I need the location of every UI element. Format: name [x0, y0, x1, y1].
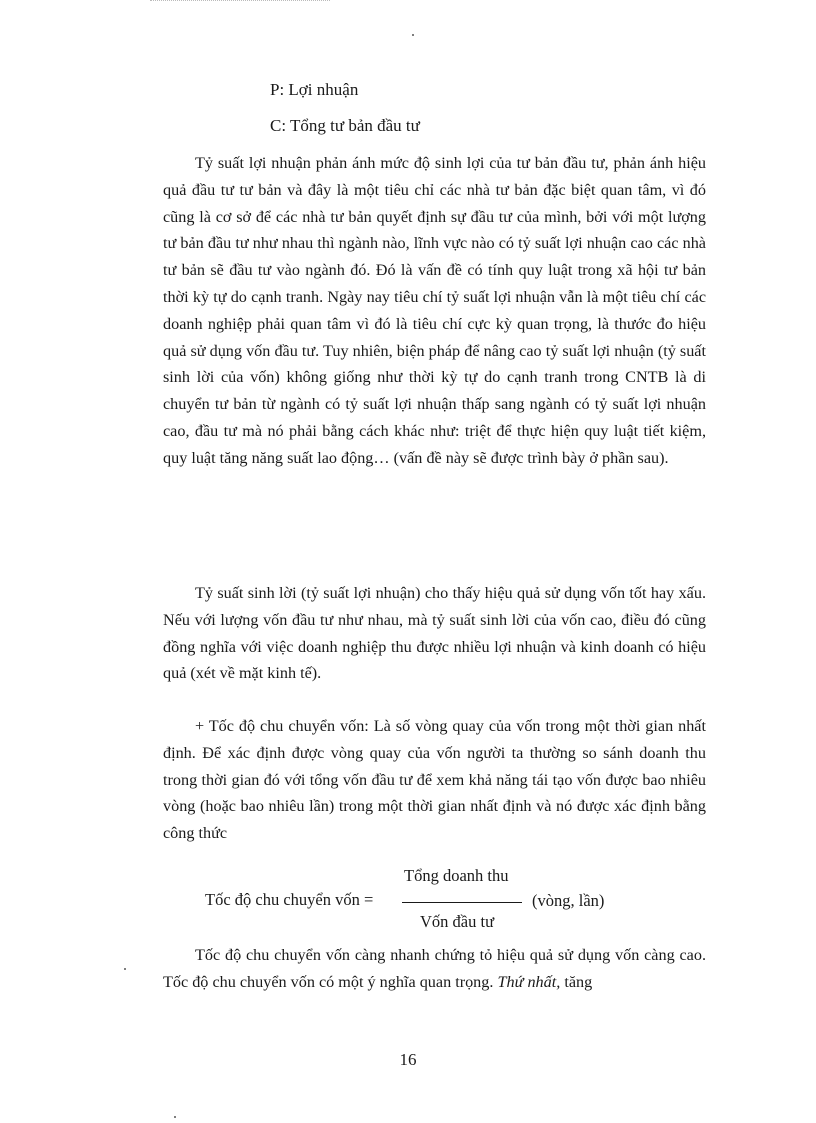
page-number: 16	[399, 1050, 417, 1069]
paragraph-profit-rate: Tỷ suất lợi nhuận phản ánh mức độ sinh lợi của tư bản đầu tư, phản ánh hiệu quả đầu tư tư bản và đây là một tiêu chỉ các nhà tư bản đặc biệt quan tâm, vì đó cũng là cơ sở để các nhà tư bản quyết định sự đầu tư của mình, bởi với một lượng tư bản đầu tư như nhau thì ngành nào, lĩnh vực nào có tỷ suất lợi nhuận cao các nhà tư bản sẽ đầu tư vào ngành đó. Đó là vấn đề có tính quy luật trong xã hội tư bản thời kỳ tự do cạnh tranh. Ngày nay tiêu chí tỷ suất lợi nhuận vẫn là một tiêu chí các doanh nghiệp phải quan tâm vì đó là tiêu chí cực kỳ quan trọng, là thước đo hiệu quả sử dụng vốn đầu tư. Tuy nhiên, biện pháp để nâng cao tỷ suất lợi nhuận (tỷ suất sinh lời của vốn) không giống như thời kỳ tự do cạnh tranh trong CNTB là di chuyển tư bản từ ngành có tỷ suất lợi nhuận thấp sang ngành có tỷ suất lợi nhuận cao, đầu tư mà nó phải bằng cách khác như: triệt để thực hiện quy luật tiết kiệm, quy luật tăng năng suất lao động… (vấn đề này sẽ được trình bày ở phần sau).	[163, 154, 706, 467]
scan-speck	[124, 968, 126, 970]
scan-speck	[174, 1116, 176, 1118]
definition-c: C: Tổng tư bản đầu tư	[270, 116, 420, 135]
formula-numerator: Tổng doanh thu	[404, 866, 509, 885]
definition-p: P: Lợi nhuận	[270, 80, 359, 99]
formula-denominator: Vốn đầu tư	[420, 912, 495, 931]
scan-speck	[412, 34, 414, 36]
formula-unit: (vòng, lần)	[532, 891, 605, 910]
paragraph-return-rate: Tỷ suất sinh lời (tỷ suất lợi nhuận) cho thấy hiệu quả sử dụng vốn tốt hay xấu. Nếu với lượng vốn đầu tư như nhau, mà tỷ suất sinh lời của vốn cao, điều đó cũng đồng nghĩa với việc doanh nghiệp thu được nhiều lợi nhuận và kinh doanh có hiệu quả (xét về mặt kinh tế).	[163, 584, 706, 683]
paragraph-capital-turnover: + Tốc độ chu chuyển vốn: Là số vòng quay của vốn trong một thời gian nhất định. Để xác định được vòng quay của vốn người ta thường so sánh doanh thu trong thời gian đó với tổng vốn đầu tư để xem khả năng tái tạo vốn được bao nhiêu vòng (hoặc bao nhiêu lần) trong một thời gian nhất định và nó được xác định bằng công thức	[163, 717, 706, 843]
scan-artifact-marks	[150, 0, 330, 7]
final-paragraph-text: Tốc độ chu chuyển vốn càng nhanh chứng tỏ hiệu quả sử dụng vốn càng cao. Tốc độ chu chuyển vốn có một ý nghĩa quan trọng.	[163, 946, 706, 991]
paragraph-turnover-significance	[163, 942, 706, 996]
formula-lhs: Tốc độ chu chuyển vốn =	[205, 890, 374, 909]
fraction-bar	[402, 902, 522, 903]
final-paragraph-emphasis: Thứ nhất,	[497, 972, 561, 991]
final-paragraph-tail: tăng	[560, 972, 593, 991]
turnover-formula	[0, 860, 816, 940]
